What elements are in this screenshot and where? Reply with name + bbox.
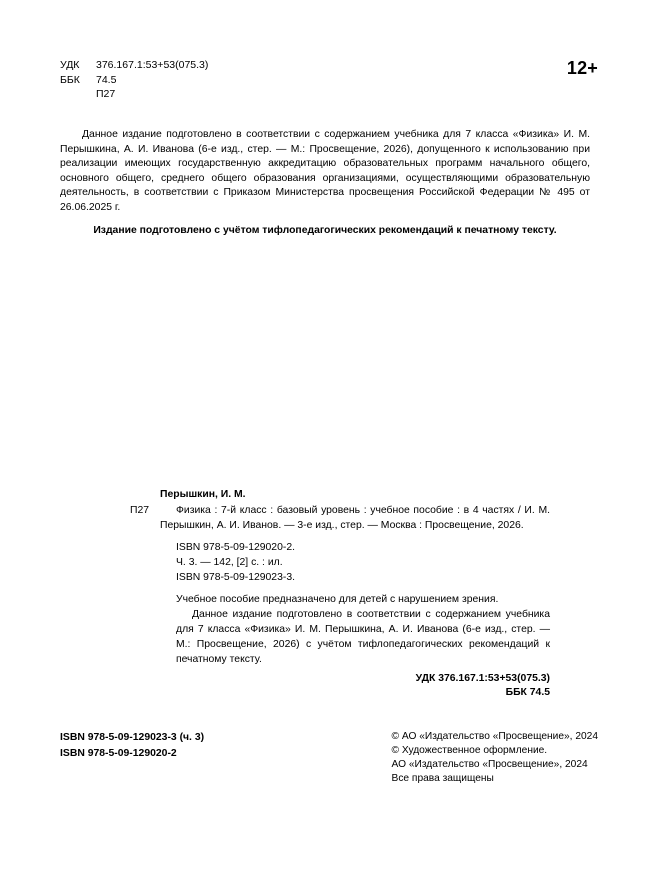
bbk-row [60, 73, 208, 88]
footer-isbn-set: ISBN 978-5-09-129020-2 [60, 747, 177, 759]
card-spacer-1 [130, 533, 550, 540]
bbk-label: ББК [60, 73, 80, 86]
card-body [130, 503, 550, 700]
age-rating-badge: 12+ [566, 58, 598, 78]
card-bbk: ББК 74.5 [505, 687, 550, 698]
card-sigla: П27 [130, 505, 150, 516]
annotation-paragraph: Данное издание подготовлено в соответствии с содержанием учебника для 7 класса «Физика» И. М. Перышкина, А. И. Иванова (6-е изд., стер. — М.: Просвещение, 2026), допущенного к использованию при реализации имеющих государственную аккредитацию образовательных программ начального общего, основного общего, среднего общего образования организациями, осуществляющими образовательную деятельность, в соответствии с Приказом Министерства просвещения Российской Федерации № 495 от 26.06.2025 г. [60, 129, 590, 213]
card-note-edition: Данное издание подготовлено в соответствии с содержанием учебника для 7 класса «Физика» И. М. Перышкина, А. И. Иванова (6-е изд., стер. — М.: Просвещение, 2026) с учётом тифлопедагогических рекомендаций к печатному тексту. [176, 609, 550, 665]
top-classification-codes [60, 58, 208, 102]
card-volume: Ч. 3. — 142, [2] с. : ил. [176, 557, 283, 568]
copyright-rights: Все права защищены [391, 773, 494, 784]
footer-isbn-block [60, 730, 204, 761]
sigla-label [60, 87, 96, 102]
udk-row [60, 58, 208, 73]
copyright-publisher: © АО «Издательство «Просвещение», 2024 [391, 731, 598, 742]
bbk-value: 74.5 [96, 73, 117, 86]
card-isbn-set: ISBN 978-5-09-129020-2. [176, 542, 295, 553]
udk-value: 376.167.1:53+53(075.3) [96, 59, 209, 71]
card-author: Перышкин, И. М. [160, 489, 246, 500]
sigla-row [60, 87, 208, 102]
sigla-value: П27 [96, 88, 116, 100]
card-codes [130, 672, 550, 700]
catalog-card [130, 487, 550, 700]
card-note-purpose: Учебное пособие предназначено для детей с нарушением зрения. [176, 594, 499, 605]
card-udk: УДК 376.167.1:53+53(075.3) [415, 673, 550, 684]
card-spacer-2 [130, 585, 550, 592]
udk-label: УДК [60, 59, 80, 71]
card-isbn-volume: ISBN 978-5-09-129023-3. [176, 572, 295, 583]
footer-copyright-block [392, 730, 598, 786]
copyright-design: © Художественное оформление. [391, 745, 548, 756]
annotation-note: Издание подготовлено с учётом тифлопедагогических рекомендаций к печатному тексту. [93, 224, 557, 236]
footer-isbn-volume: ISBN 978-5-09-129023-3 (ч. 3) [60, 732, 205, 743]
copyright-design-publisher: АО «Издательство «Просвещение», 2024 [391, 759, 588, 770]
annotation-block [60, 128, 590, 238]
card-description: Физика : 7-й класс : базовый уровень : учебное пособие : в 4 частях / И. М. Перышкин, А. И. Иванов. — 3-е изд., стер. — Москва : Просвещение, 2026. [160, 505, 550, 531]
